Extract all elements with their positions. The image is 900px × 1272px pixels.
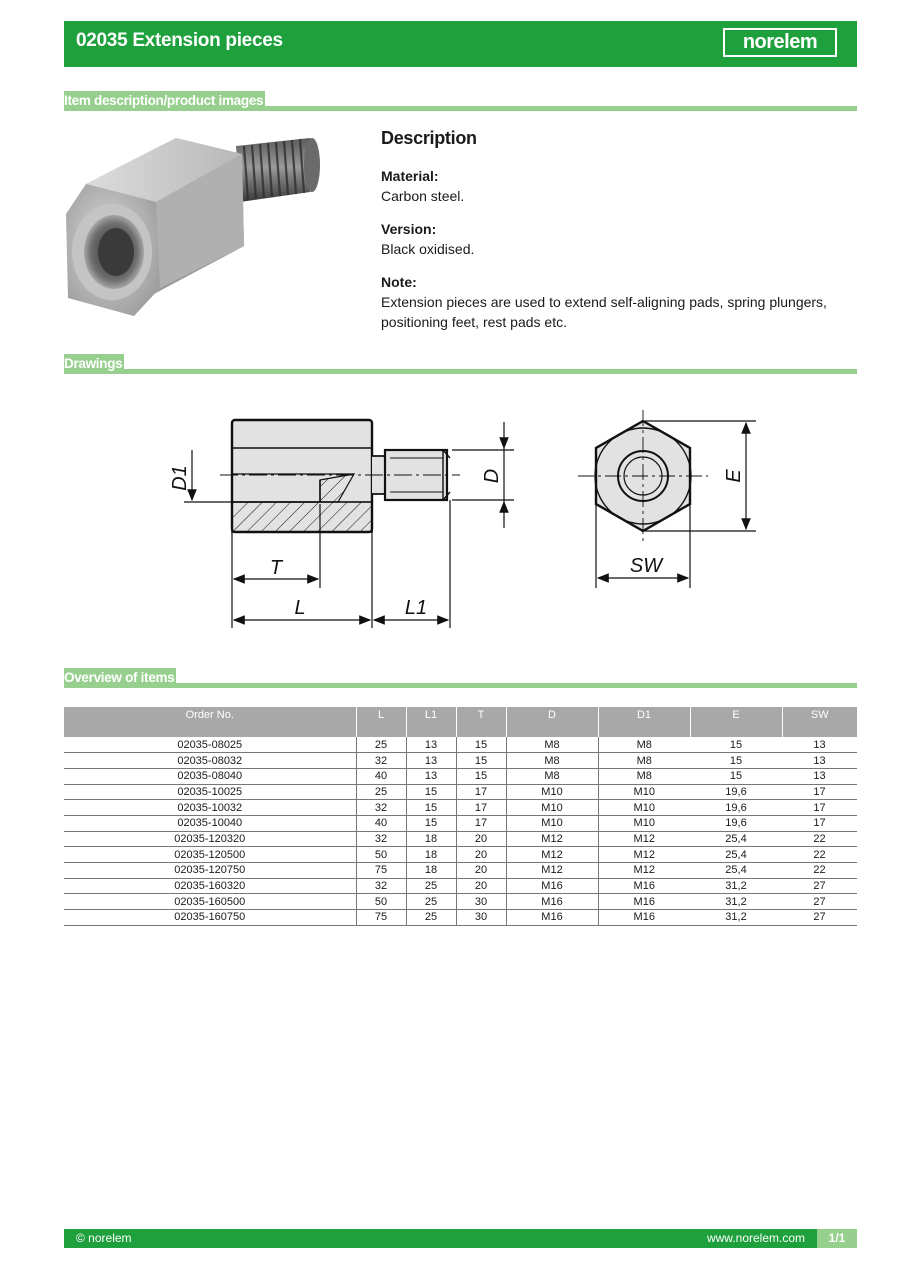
table-cell: 25,4 — [690, 847, 782, 863]
table-cell: 19,6 — [690, 800, 782, 816]
table-cell: 15 — [456, 737, 506, 753]
table-cell: 17 — [456, 784, 506, 800]
note-label: Note: — [381, 274, 417, 290]
table-cell: 25 — [406, 910, 456, 926]
table-cell: 15 — [690, 753, 782, 769]
table-cell: 20 — [456, 863, 506, 879]
note-value: Extension pieces are used to extend self-aligning pads, spring plungers, positioning feet, rest pads etc. — [381, 294, 827, 330]
table-cell: M16 — [598, 910, 690, 926]
column-header: D — [506, 707, 598, 737]
table-cell: 22 — [782, 831, 857, 847]
table-row — [64, 753, 857, 769]
table-cell: 15 — [456, 768, 506, 784]
table-cell: M10 — [598, 815, 690, 831]
table-row — [64, 910, 857, 926]
table-cell: M12 — [598, 847, 690, 863]
table-cell: 17 — [782, 784, 857, 800]
table-cell: 15 — [406, 815, 456, 831]
label-sw: SW — [629, 555, 663, 577]
table-cell: 20 — [456, 831, 506, 847]
section-item-description-label: Item description/product images — [64, 91, 265, 111]
table-cell: 22 — [782, 847, 857, 863]
order-number-cell: 02035-08032 — [64, 753, 356, 769]
version-label: Version: — [381, 221, 437, 237]
table-cell: 25 — [356, 737, 406, 753]
table-cell: 32 — [356, 878, 406, 894]
table-cell: 75 — [356, 863, 406, 879]
label-d: D — [481, 468, 503, 484]
table-row — [64, 847, 857, 863]
table-cell: 25,4 — [690, 831, 782, 847]
table-cell: 30 — [456, 910, 506, 926]
order-number-cell: 02035-10040 — [64, 815, 356, 831]
version-value: Black oxidised. — [381, 241, 475, 257]
order-number-cell: 02035-160500 — [64, 894, 356, 910]
material-label: Material: — [381, 168, 439, 184]
table-row — [64, 815, 857, 831]
table-cell: 13 — [782, 768, 857, 784]
table-cell: 31,2 — [690, 878, 782, 894]
items-table — [64, 707, 857, 926]
table-cell: M12 — [598, 831, 690, 847]
order-number-cell: 02035-120500 — [64, 847, 356, 863]
table-row — [64, 800, 857, 816]
table-cell: 40 — [356, 768, 406, 784]
table-cell: M16 — [506, 910, 598, 926]
table-cell: 17 — [456, 815, 506, 831]
table-cell: 20 — [456, 878, 506, 894]
table-cell: 25 — [406, 878, 456, 894]
table-cell: 13 — [406, 737, 456, 753]
version-block — [381, 219, 857, 259]
table-cell: 18 — [406, 863, 456, 879]
table-cell: M16 — [506, 894, 598, 910]
column-header: Order No. — [64, 707, 356, 737]
order-number-cell: 02035-120320 — [64, 831, 356, 847]
table-cell: M16 — [598, 878, 690, 894]
table-cell: 32 — [356, 753, 406, 769]
table-cell: M16 — [506, 878, 598, 894]
table-cell: 15 — [406, 784, 456, 800]
footer-copyright: © norelem — [76, 1231, 132, 1245]
table-header-row — [64, 707, 857, 737]
table-cell: 40 — [356, 815, 406, 831]
section-drawings — [64, 354, 857, 374]
norelem-logo: norelem — [723, 28, 837, 57]
column-header: L — [356, 707, 406, 737]
table-cell: 13 — [782, 737, 857, 753]
table-cell: M12 — [506, 863, 598, 879]
table-cell: 17 — [782, 800, 857, 816]
description-panel — [381, 128, 857, 345]
order-number-cell: 02035-160320 — [64, 878, 356, 894]
material-value: Carbon steel. — [381, 188, 465, 204]
table-cell: 30 — [456, 894, 506, 910]
order-number-cell: 02035-08025 — [64, 737, 356, 753]
end-view — [578, 410, 708, 542]
table-row — [64, 878, 857, 894]
technical-drawing — [160, 392, 780, 642]
page-title: 02035 Extension pieces — [76, 30, 283, 51]
table-cell: 27 — [782, 910, 857, 926]
thread-shank — [236, 138, 320, 202]
table-cell: M8 — [598, 753, 690, 769]
page-number: 1/1 — [817, 1229, 857, 1248]
footer-url-link[interactable]: www.norelem.com — [706, 1231, 805, 1245]
table-cell: 75 — [356, 910, 406, 926]
header-bar — [64, 21, 857, 67]
order-number-cell: 02035-120750 — [64, 863, 356, 879]
section-overview-label: Overview of items — [64, 668, 176, 688]
description-title: Description — [381, 128, 477, 148]
table-cell: M8 — [598, 768, 690, 784]
table-cell: 13 — [406, 753, 456, 769]
table-cell: 22 — [782, 863, 857, 879]
table-cell: 18 — [406, 847, 456, 863]
table-row — [64, 831, 857, 847]
table-cell: M16 — [598, 894, 690, 910]
table-cell: M10 — [506, 800, 598, 816]
order-number-cell: 02035-10025 — [64, 784, 356, 800]
table-cell: M8 — [506, 737, 598, 753]
label-l1: L1 — [404, 597, 428, 619]
table-cell: M12 — [598, 863, 690, 879]
table-cell: M8 — [598, 737, 690, 753]
table-row — [64, 894, 857, 910]
side-view — [220, 420, 460, 532]
table-cell: M10 — [506, 815, 598, 831]
material-block — [381, 166, 857, 206]
order-number-cell: 02035-10032 — [64, 800, 356, 816]
table-cell: M12 — [506, 847, 598, 863]
table-cell: 31,2 — [690, 894, 782, 910]
table-cell: 25 — [406, 894, 456, 910]
table-cell: 13 — [406, 768, 456, 784]
table-cell: 13 — [782, 753, 857, 769]
label-t: T — [269, 557, 283, 579]
table-cell: 17 — [782, 815, 857, 831]
table-cell: 15 — [690, 737, 782, 753]
product-image — [64, 128, 320, 328]
column-header: D1 — [598, 707, 690, 737]
table-row — [64, 784, 857, 800]
table-cell: 20 — [456, 847, 506, 863]
table-cell: M12 — [506, 831, 598, 847]
label-l: L — [294, 597, 306, 619]
label-e: E — [723, 469, 745, 483]
table-cell: 27 — [782, 894, 857, 910]
table-row — [64, 863, 857, 879]
table-cell: 18 — [406, 831, 456, 847]
table-row — [64, 768, 857, 784]
table-cell: 15 — [456, 753, 506, 769]
table-cell: 17 — [456, 800, 506, 816]
table-cell: 50 — [356, 894, 406, 910]
footer-bar — [64, 1229, 857, 1248]
table-body — [64, 737, 857, 925]
column-header: SW — [782, 707, 857, 737]
table-cell: M8 — [506, 753, 598, 769]
table-cell: 15 — [690, 768, 782, 784]
column-header: T — [456, 707, 506, 737]
order-number-cell: 02035-160750 — [64, 910, 356, 926]
label-d1: D1 — [169, 465, 191, 491]
table-cell: 50 — [356, 847, 406, 863]
section-drawings-label: Drawings — [64, 354, 124, 374]
table-cell: M10 — [506, 784, 598, 800]
threaded-hole — [72, 204, 152, 300]
table-cell: M10 — [598, 784, 690, 800]
note-block — [381, 272, 857, 332]
order-number-cell: 02035-08040 — [64, 768, 356, 784]
section-overview — [64, 668, 857, 688]
column-header: L1 — [406, 707, 456, 737]
dimension-d1 — [184, 450, 232, 502]
table-cell: 32 — [356, 800, 406, 816]
table-cell: 31,2 — [690, 910, 782, 926]
table-cell: M8 — [506, 768, 598, 784]
table-cell: 27 — [782, 878, 857, 894]
column-header: E — [690, 707, 782, 737]
table-cell: M10 — [598, 800, 690, 816]
table-cell: 25,4 — [690, 863, 782, 879]
table-cell: 25 — [356, 784, 406, 800]
table-row — [64, 737, 857, 753]
table-cell: 32 — [356, 831, 406, 847]
table-cell: 19,6 — [690, 815, 782, 831]
section-item-description — [64, 91, 857, 111]
table-cell: 19,6 — [690, 784, 782, 800]
table-cell: 15 — [406, 800, 456, 816]
